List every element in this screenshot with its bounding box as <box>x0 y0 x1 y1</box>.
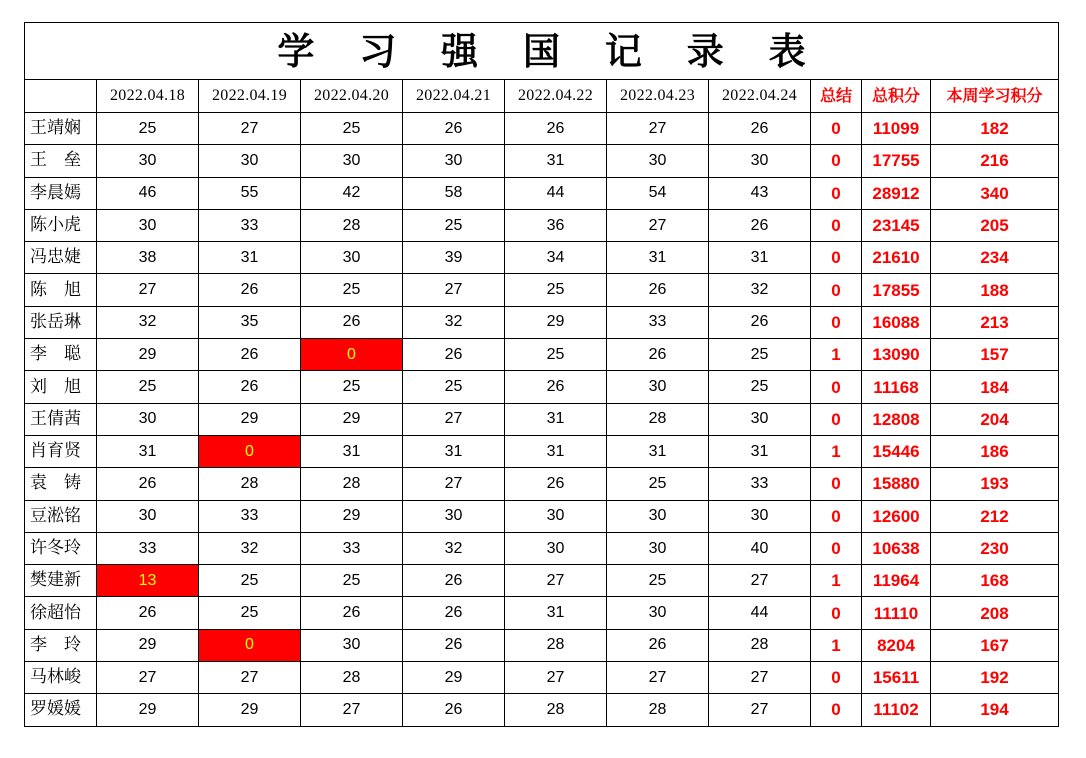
total-cell: 28912 <box>862 177 931 209</box>
summary-cell: 0 <box>811 274 862 306</box>
score-cell: 29 <box>301 500 403 532</box>
week-cell: 204 <box>931 403 1059 435</box>
score-cell: 30 <box>97 403 199 435</box>
score-cell: 32 <box>709 274 811 306</box>
score-cell: 25 <box>97 371 199 403</box>
score-cell: 26 <box>403 113 505 145</box>
name-cell: 冯忠婕 <box>25 242 97 274</box>
week-cell: 184 <box>931 371 1059 403</box>
score-cell: 29 <box>505 306 607 338</box>
score-cell: 30 <box>301 145 403 177</box>
total-cell: 11168 <box>862 371 931 403</box>
total-cell: 23145 <box>862 209 931 241</box>
total-cell: 13090 <box>862 339 931 371</box>
score-cell: 28 <box>301 468 403 500</box>
score-cell: 26 <box>709 306 811 338</box>
score-cell: 40 <box>709 532 811 564</box>
header-date: 2022.04.24 <box>709 80 811 113</box>
score-cell: 25 <box>505 339 607 371</box>
table-row <box>25 500 1059 532</box>
week-cell: 213 <box>931 306 1059 338</box>
score-cell: 30 <box>607 532 709 564</box>
header-date: 2022.04.21 <box>403 80 505 113</box>
total-cell: 15446 <box>862 435 931 467</box>
score-cell: 25 <box>301 113 403 145</box>
name-cell: 陈小虎 <box>25 209 97 241</box>
score-cell: 31 <box>301 435 403 467</box>
score-cell: 26 <box>199 371 301 403</box>
week-cell: 157 <box>931 339 1059 371</box>
summary-cell: 0 <box>811 306 862 338</box>
summary-cell: 0 <box>811 662 862 694</box>
score-cell: 31 <box>607 242 709 274</box>
score-cell: 31 <box>709 435 811 467</box>
summary-cell: 1 <box>811 435 862 467</box>
title-row <box>25 23 1059 80</box>
name-cell: 王倩茜 <box>25 403 97 435</box>
table-row <box>25 339 1059 371</box>
score-cell: 46 <box>97 177 199 209</box>
total-cell: 8204 <box>862 629 931 661</box>
score-cell: 32 <box>403 306 505 338</box>
score-cell: 29 <box>97 694 199 726</box>
score-cell: 44 <box>505 177 607 209</box>
score-cell: 27 <box>505 662 607 694</box>
score-cell: 25 <box>301 565 403 597</box>
score-cell: 26 <box>607 339 709 371</box>
score-cell: 44 <box>709 597 811 629</box>
name-cell: 李 聪 <box>25 339 97 371</box>
summary-cell: 0 <box>811 371 862 403</box>
score-cell: 30 <box>199 145 301 177</box>
name-cell: 陈 旭 <box>25 274 97 306</box>
score-cell-flagged: 13 <box>97 565 199 597</box>
table-row <box>25 662 1059 694</box>
score-cell: 25 <box>607 468 709 500</box>
summary-cell: 1 <box>811 565 862 597</box>
score-cell: 28 <box>301 662 403 694</box>
score-cell: 27 <box>301 694 403 726</box>
score-cell: 27 <box>709 662 811 694</box>
score-cell: 31 <box>607 435 709 467</box>
score-cell-flagged: 0 <box>199 435 301 467</box>
score-cell: 31 <box>505 435 607 467</box>
summary-cell: 0 <box>811 468 862 500</box>
name-cell: 豆淞铭 <box>25 500 97 532</box>
name-cell: 张岳琳 <box>25 306 97 338</box>
score-cell: 25 <box>709 339 811 371</box>
header-summary: 总结 <box>811 80 862 113</box>
score-cell: 26 <box>403 629 505 661</box>
total-cell: 21610 <box>862 242 931 274</box>
score-cell: 33 <box>301 532 403 564</box>
week-cell: 168 <box>931 565 1059 597</box>
summary-cell: 0 <box>811 209 862 241</box>
total-cell: 16088 <box>862 306 931 338</box>
score-cell: 28 <box>301 209 403 241</box>
score-cell: 26 <box>709 209 811 241</box>
score-cell: 30 <box>403 145 505 177</box>
score-cell: 26 <box>199 339 301 371</box>
score-cell: 39 <box>403 242 505 274</box>
name-cell: 李晨嫣 <box>25 177 97 209</box>
score-cell: 26 <box>403 565 505 597</box>
score-cell: 27 <box>607 113 709 145</box>
score-cell: 27 <box>403 274 505 306</box>
table-row <box>25 629 1059 661</box>
total-cell: 17855 <box>862 274 931 306</box>
total-cell: 15611 <box>862 662 931 694</box>
header-date: 2022.04.18 <box>97 80 199 113</box>
score-cell: 54 <box>607 177 709 209</box>
score-cell: 55 <box>199 177 301 209</box>
name-cell: 许冬玲 <box>25 532 97 564</box>
score-cell: 30 <box>607 371 709 403</box>
score-cell: 26 <box>97 468 199 500</box>
score-cell: 36 <box>505 209 607 241</box>
table-row <box>25 403 1059 435</box>
score-cell: 29 <box>97 629 199 661</box>
name-cell: 李 玲 <box>25 629 97 661</box>
score-cell: 42 <box>301 177 403 209</box>
score-cell: 33 <box>199 209 301 241</box>
table-row <box>25 177 1059 209</box>
summary-cell: 0 <box>811 113 862 145</box>
score-cell: 27 <box>403 403 505 435</box>
summary-cell: 0 <box>811 145 862 177</box>
week-cell: 205 <box>931 209 1059 241</box>
table-title <box>25 23 1059 80</box>
week-cell: 167 <box>931 629 1059 661</box>
score-cell: 27 <box>199 113 301 145</box>
score-cell: 30 <box>403 500 505 532</box>
summary-cell: 0 <box>811 242 862 274</box>
score-cell: 35 <box>199 306 301 338</box>
summary-cell: 0 <box>811 694 862 726</box>
score-cell: 27 <box>709 565 811 597</box>
week-cell: 193 <box>931 468 1059 500</box>
score-cell: 26 <box>709 113 811 145</box>
record-table <box>24 22 1059 727</box>
week-cell: 340 <box>931 177 1059 209</box>
score-cell: 30 <box>301 629 403 661</box>
score-cell: 30 <box>97 209 199 241</box>
table-row <box>25 694 1059 726</box>
score-cell: 30 <box>607 145 709 177</box>
score-cell: 27 <box>505 565 607 597</box>
table-row <box>25 468 1059 500</box>
score-cell: 31 <box>505 403 607 435</box>
score-cell: 30 <box>97 500 199 532</box>
score-cell: 25 <box>709 371 811 403</box>
total-cell: 11964 <box>862 565 931 597</box>
score-cell: 28 <box>199 468 301 500</box>
score-cell: 25 <box>607 565 709 597</box>
score-cell: 29 <box>199 403 301 435</box>
score-cell: 43 <box>709 177 811 209</box>
header-week: 本周学习积分 <box>931 80 1059 113</box>
name-cell: 袁 铸 <box>25 468 97 500</box>
score-cell: 28 <box>505 694 607 726</box>
week-cell: 216 <box>931 145 1059 177</box>
score-cell: 26 <box>607 274 709 306</box>
score-cell: 26 <box>505 468 607 500</box>
score-cell: 32 <box>403 532 505 564</box>
score-cell: 30 <box>505 532 607 564</box>
score-cell: 25 <box>301 371 403 403</box>
score-cell: 29 <box>97 339 199 371</box>
total-cell: 11110 <box>862 597 931 629</box>
score-cell: 58 <box>403 177 505 209</box>
score-cell: 25 <box>97 113 199 145</box>
score-cell: 26 <box>301 306 403 338</box>
score-cell: 25 <box>505 274 607 306</box>
score-cell: 26 <box>301 597 403 629</box>
score-cell: 31 <box>403 435 505 467</box>
table-row <box>25 145 1059 177</box>
summary-cell: 1 <box>811 339 862 371</box>
summary-cell: 0 <box>811 532 862 564</box>
score-cell: 31 <box>505 145 607 177</box>
score-cell: 25 <box>301 274 403 306</box>
table-title-text: 学 习 强 国 记 录 表 <box>277 29 822 73</box>
score-cell: 27 <box>97 274 199 306</box>
score-cell: 30 <box>709 403 811 435</box>
name-cell: 刘 旭 <box>25 371 97 403</box>
score-cell: 30 <box>709 145 811 177</box>
score-cell: 27 <box>607 662 709 694</box>
summary-cell: 0 <box>811 403 862 435</box>
week-cell: 186 <box>931 435 1059 467</box>
score-cell: 26 <box>607 629 709 661</box>
score-cell: 30 <box>505 500 607 532</box>
score-cell: 30 <box>607 500 709 532</box>
week-cell: 192 <box>931 662 1059 694</box>
score-cell: 27 <box>403 468 505 500</box>
total-cell: 12600 <box>862 500 931 532</box>
score-cell: 27 <box>607 209 709 241</box>
summary-cell: 0 <box>811 177 862 209</box>
total-cell: 11099 <box>862 113 931 145</box>
header-date: 2022.04.22 <box>505 80 607 113</box>
score-cell: 34 <box>505 242 607 274</box>
score-cell: 33 <box>607 306 709 338</box>
name-cell: 徐超怡 <box>25 597 97 629</box>
score-cell: 28 <box>505 629 607 661</box>
header-row <box>25 80 1059 113</box>
header-total: 总积分 <box>862 80 931 113</box>
score-cell: 33 <box>97 532 199 564</box>
week-cell: 234 <box>931 242 1059 274</box>
score-cell: 25 <box>403 209 505 241</box>
score-cell: 31 <box>505 597 607 629</box>
score-cell: 30 <box>709 500 811 532</box>
score-cell: 25 <box>199 597 301 629</box>
score-cell: 31 <box>199 242 301 274</box>
score-cell: 32 <box>97 306 199 338</box>
score-cell: 26 <box>505 113 607 145</box>
summary-cell: 0 <box>811 597 862 629</box>
score-cell: 26 <box>403 339 505 371</box>
week-cell: 188 <box>931 274 1059 306</box>
score-cell: 29 <box>403 662 505 694</box>
name-cell: 肖育贤 <box>25 435 97 467</box>
score-cell: 33 <box>199 500 301 532</box>
score-cell: 25 <box>403 371 505 403</box>
table-row <box>25 242 1059 274</box>
week-cell: 230 <box>931 532 1059 564</box>
score-cell: 38 <box>97 242 199 274</box>
score-cell: 29 <box>199 694 301 726</box>
score-cell-flagged: 0 <box>199 629 301 661</box>
table-row <box>25 274 1059 306</box>
header-corner <box>25 80 97 113</box>
total-cell: 12808 <box>862 403 931 435</box>
table-row <box>25 597 1059 629</box>
name-cell: 罗媛媛 <box>25 694 97 726</box>
score-cell: 32 <box>199 532 301 564</box>
score-cell: 30 <box>301 242 403 274</box>
table-row <box>25 371 1059 403</box>
table-row <box>25 435 1059 467</box>
total-cell: 15880 <box>862 468 931 500</box>
week-cell: 212 <box>931 500 1059 532</box>
score-cell: 27 <box>97 662 199 694</box>
summary-cell: 1 <box>811 629 862 661</box>
score-cell: 25 <box>199 565 301 597</box>
score-cell: 26 <box>403 694 505 726</box>
name-cell: 王 垒 <box>25 145 97 177</box>
total-cell: 17755 <box>862 145 931 177</box>
score-cell: 27 <box>199 662 301 694</box>
score-cell: 28 <box>607 694 709 726</box>
name-cell: 王靖娴 <box>25 113 97 145</box>
name-cell: 马林峻 <box>25 662 97 694</box>
total-cell: 11102 <box>862 694 931 726</box>
score-cell: 31 <box>709 242 811 274</box>
score-cell: 26 <box>403 597 505 629</box>
score-cell: 31 <box>97 435 199 467</box>
score-cell: 27 <box>709 694 811 726</box>
score-cell: 29 <box>301 403 403 435</box>
table-row <box>25 113 1059 145</box>
header-date: 2022.04.19 <box>199 80 301 113</box>
score-cell: 26 <box>199 274 301 306</box>
table-row <box>25 209 1059 241</box>
table-row <box>25 532 1059 564</box>
name-cell: 樊建新 <box>25 565 97 597</box>
week-cell: 194 <box>931 694 1059 726</box>
score-cell-flagged: 0 <box>301 339 403 371</box>
score-cell: 28 <box>607 403 709 435</box>
header-date: 2022.04.23 <box>607 80 709 113</box>
score-cell: 30 <box>97 145 199 177</box>
week-cell: 182 <box>931 113 1059 145</box>
table-row <box>25 565 1059 597</box>
summary-cell: 0 <box>811 500 862 532</box>
score-cell: 30 <box>607 597 709 629</box>
header-date: 2022.04.20 <box>301 80 403 113</box>
score-cell: 33 <box>709 468 811 500</box>
score-cell: 28 <box>709 629 811 661</box>
week-cell: 208 <box>931 597 1059 629</box>
score-cell: 26 <box>505 371 607 403</box>
table-row <box>25 306 1059 338</box>
total-cell: 10638 <box>862 532 931 564</box>
score-cell: 26 <box>97 597 199 629</box>
